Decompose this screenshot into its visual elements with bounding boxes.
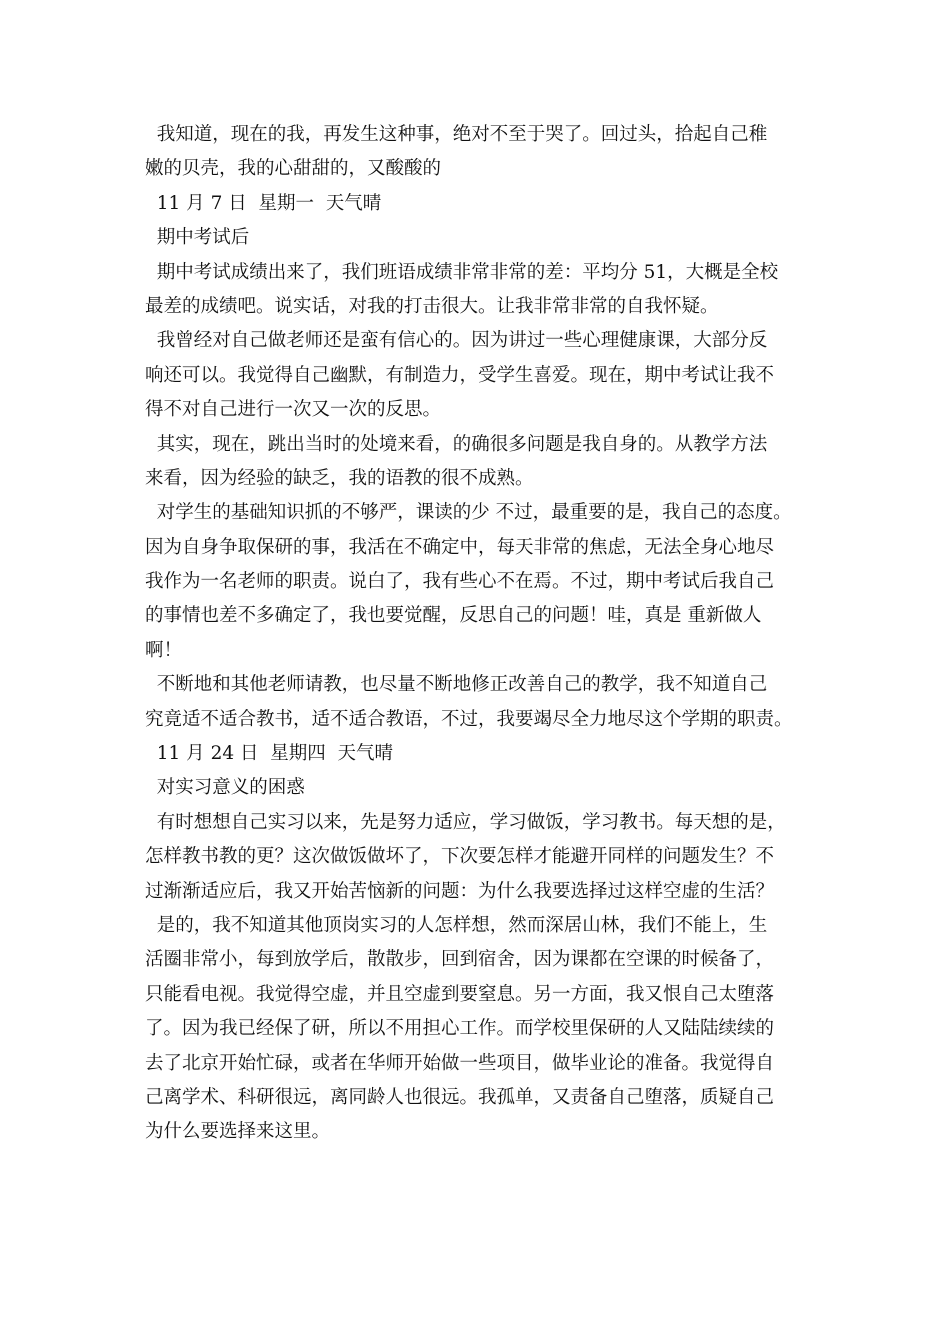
text-line: 最差的成绩吧。说实话，对我的打击很大。让我非常非常的自我怀疑。 bbox=[145, 295, 719, 317]
text-line: 因为自身争取保研的事，我活在不确定中，每天非常的焦虑，无法全身心地尽 bbox=[145, 536, 775, 558]
text-line: 己离学术、科研很远，离同龄人也很远。我孤单，又责备自己堕落，质疑自己 bbox=[145, 1086, 775, 1108]
text-line: 为什么要选择来这里。 bbox=[145, 1121, 331, 1143]
diary-text bbox=[145, 118, 825, 1150]
text-line: 我曾经对自己做老师还是蛮有信心的。因为讲过一些心理健康课，大部分反 bbox=[145, 330, 768, 352]
text-line: 的事情也差不多确定了，我也要觉醒，反思自己的问题！哇，真是 重新做人 bbox=[145, 605, 762, 627]
date-heading: 11 月 7 日 星期一 天气晴 bbox=[145, 192, 382, 214]
text-line: 只能看电视。我觉得空虚，并且空虚到要窒息。另一方面，我又恨自己太堕落 bbox=[145, 983, 775, 1005]
text-line: 啊！ bbox=[145, 639, 183, 661]
text-line: 了。因为我已经保了研，所以不用担心工作。而学校里保研的人又陆陆续续的 bbox=[145, 1018, 775, 1040]
text-line: 我知道，现在的我，再发生这种事，绝对不至于哭了。回过头，拾起自己稚 bbox=[145, 124, 768, 145]
text-line: 其实，现在，跳出当时的处境来看，的确很多问题是我自身的。从教学方法 bbox=[145, 433, 768, 455]
section-title: 对实习意义的困惑 bbox=[145, 777, 305, 799]
text-line: 来看，因为经验的缺乏，我的语教的很不成熟。 bbox=[145, 467, 534, 489]
text-line: 有时想想自己实习以来，先是努力适应，学习做饭，学习教书。每天想的是， bbox=[145, 811, 786, 833]
text-line: 响还可以。我觉得自己幽默，有制造力，受学生喜爱。现在，期中考试让我不 bbox=[145, 364, 775, 386]
text-line: 活圈非常小，每到放学后，散散步，回到宿舍，因为课都在空课的时候备了， bbox=[145, 949, 775, 971]
text-line: 怎样教书教的更？这次做饭做坏了，下次要怎样才能避开同样的问题发生？不 bbox=[145, 846, 775, 868]
text-line: 对学生的基础知识抓的不够严，课读的少 不过，最重要的是，我自己的态度。 bbox=[145, 502, 792, 524]
text-line: 嫩的贝壳，我的心甜甜的，又酸酸的 bbox=[145, 158, 442, 180]
text-line: 去了北京开始忙碌，或者在华师开始做一些项目，做毕业论的准备。我觉得自 bbox=[145, 1052, 775, 1074]
text-line: 究竟适不适合教书，适不适合教语，不过，我要竭尽全力地尽这个学期的职责。 bbox=[145, 708, 793, 730]
text-line: 不断地和其他老师请教，也尽量不断地修正改善自己的教学，我不知道自己 bbox=[145, 674, 768, 696]
section-title: 期中考试后 bbox=[145, 227, 250, 249]
date-heading: 11 月 24 日 星期四 天气晴 bbox=[145, 743, 394, 765]
text-line: 过渐渐适应后，我又开始苦恼新的问题：为什么我要选择过这样空虚的生活？ bbox=[145, 880, 775, 902]
text-line: 得不对自己进行一次又一次的反思。 bbox=[145, 399, 442, 421]
text-line: 是的，我不知道其他顶岗实习的人怎样想，然而深居山林，我们不能上，生 bbox=[145, 914, 768, 936]
text-line: 我作为一名老师的职责。说白了，我有些心不在焉。不过，期中考试后我自己 bbox=[145, 571, 775, 593]
text-line: 期中考试成绩出来了，我们班语成绩非常非常的差：平均分 51，大概是全校 bbox=[145, 261, 779, 283]
